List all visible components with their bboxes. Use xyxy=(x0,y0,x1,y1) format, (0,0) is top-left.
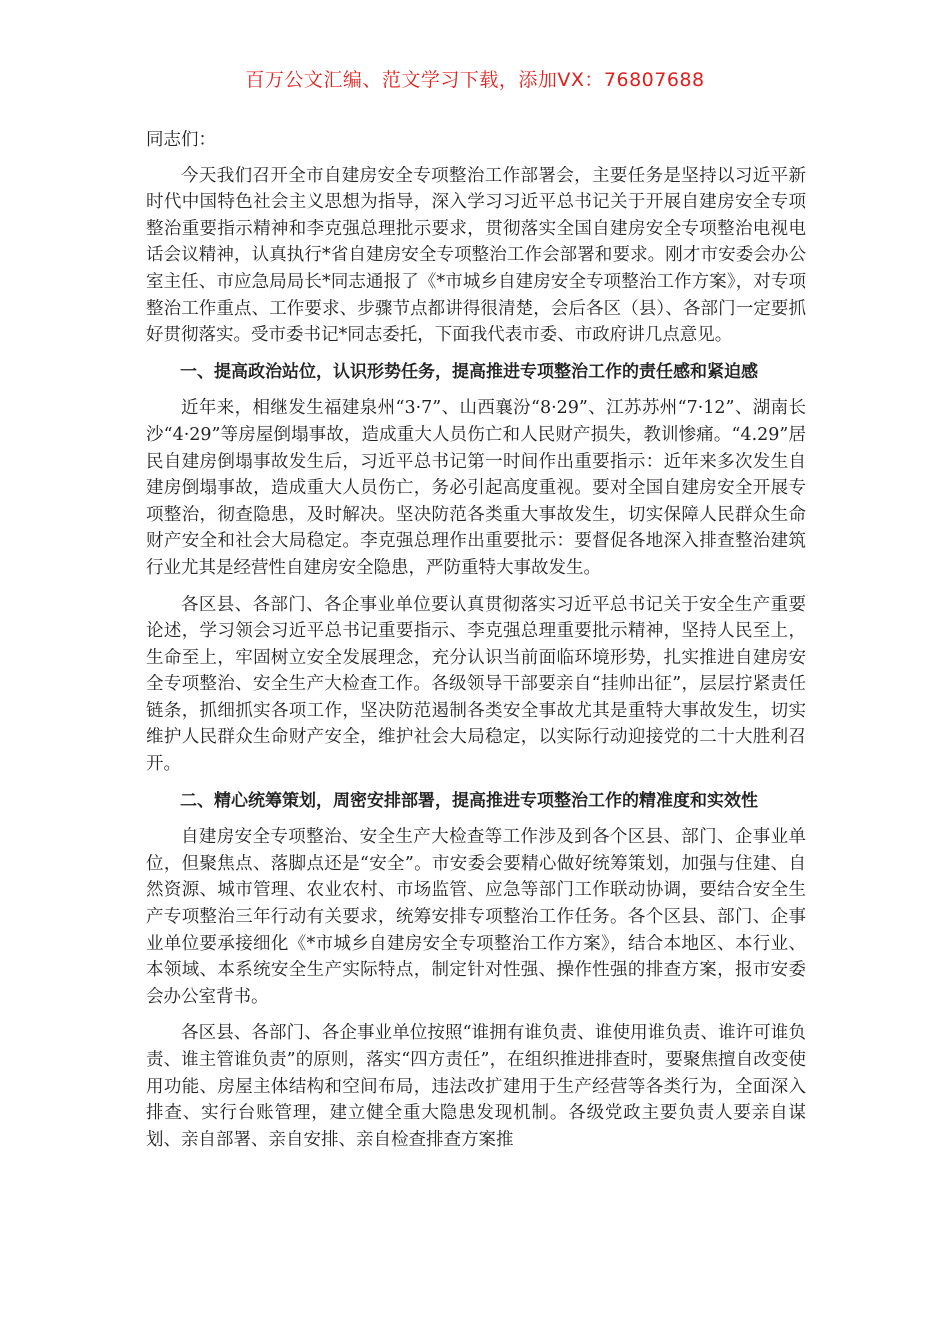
section-heading-2: 二、精心统筹策划，周密安排部署，提高推进专项整治工作的精准度和实效性 xyxy=(180,790,758,811)
paragraph-responsibility: 各区县、各部门、各企事业单位要认真贯彻落实习近平总书记关于安全生产重要论述，学习领会习近平总书记重要指示、李克强总理重要批示精神，坚持人民至上，生命至上，牢固树立安全发展理念，充分认识当前面临环境形势，扎实推进自建房安全专项整治、安全生产大检查工作。各级领导干部要亲自“挂帅出征”，层层拧紧责任链条，抓细抓实各项工作，坚决防范遏制各类安全事故尤其是重特大事故发生，切实维护人民群众生命财产安全，维护社会大局稳定，以实际行动迎接党的二十大胜利召开。 xyxy=(146,594,806,775)
section-heading-1: 一、提高政治站位，认识形势任务，提高推进专项整治工作的责任感和紧迫感 xyxy=(180,361,758,382)
promo-banner: 百万公文汇编、范文学习下载，添加VX：76807688 xyxy=(245,69,705,91)
paragraph-coordination: 自建房安全专项整治、安全生产大检查等工作涉及到各个区县、部门、企事业单位，但聚焦点、落脚点还是“安全”。市安委会要精心做好统筹策划，加强与住建、自然资源、城市管理、农业农村、市场监管、应急等部门工作联动协调，要结合安全生产专项整治三年行动有关要求，统筹安排专项整治工作任务。各个区县、部门、企事业单位要承接细化《*市城乡自建房安全专项整治工作方案》，结合本地区、本行业、本领域、本系统安全生产实际特点，制定针对性强、操作性强的排查方案，报市安委会办公室背书。 xyxy=(146,827,806,1007)
paragraph-accidents: 近年来，相继发生福建泉州“3·7”、山西襄汾“8·29”、江苏苏州“7·12”、湖南长沙“4·29”等房屋倒塌事故，造成重大人员伤亡和人民财产损失，教训惨痛。“4.29”居民自建房倒塌事故发生后，习近平总书记第一时间作出重要指示：近年来多次发生自建房倒塌事故，造成重大人员伤亡，务必引起高度重视。要对全国自建房安全开展专项整治，彻查隐患，及时解决。坚决防范各类重大事故发生，切实保障人民群众生命财产安全和社会大局稳定。李克强总理作出重要批示：要督促各地深入排查整治建筑行业尤其是经营性自建房安全隐患，严防重特大事故发生。 xyxy=(146,398,806,578)
paragraph-intro: 今天我们召开全市自建房安全专项整治工作部署会，主要任务是坚持以习近平新时代中国特色社会主义思想为指导，深入学习习近平总书记关于开展自建房安全专项整治重要指示精神和李克强总理批示要求，贯彻落实全国自建房安全专项整治电视电话会议精神，认真执行*省自建房安全专项整治工作会部署和要求。刚才市安委会办公室主任、市应急局局长*同志通报了《*市城乡自建房安全专项整治工作方案》，对专项整治工作重点、工作要求、步骤节点都讲得很清楚，会后各区（县）、各部门一定要抓好贯彻落实。受市委书记*同志委托，下面我代表市委、市政府讲几点意见。 xyxy=(146,165,806,346)
document-body xyxy=(146,127,806,1163)
paragraph-four-responsibilities: 各区县、各部门、各企事业单位按照“谁拥有谁负责、谁使用谁负责、谁许可谁负责、谁主管谁负责”的原则，落实“四方责任”，在组织推进排查时，要聚焦擅自改变使用功能、房屋主体结构和空间布局，违法改扩建用于生产经营等各类行为，全面深入排查、实行台账管理，建立健全重大隐患发现机制。各级党政主要负责人要亲自谋划、亲自部署、亲自安排、亲自检查排查方案推 xyxy=(146,1023,806,1150)
salutation: 同志们： xyxy=(146,130,216,150)
